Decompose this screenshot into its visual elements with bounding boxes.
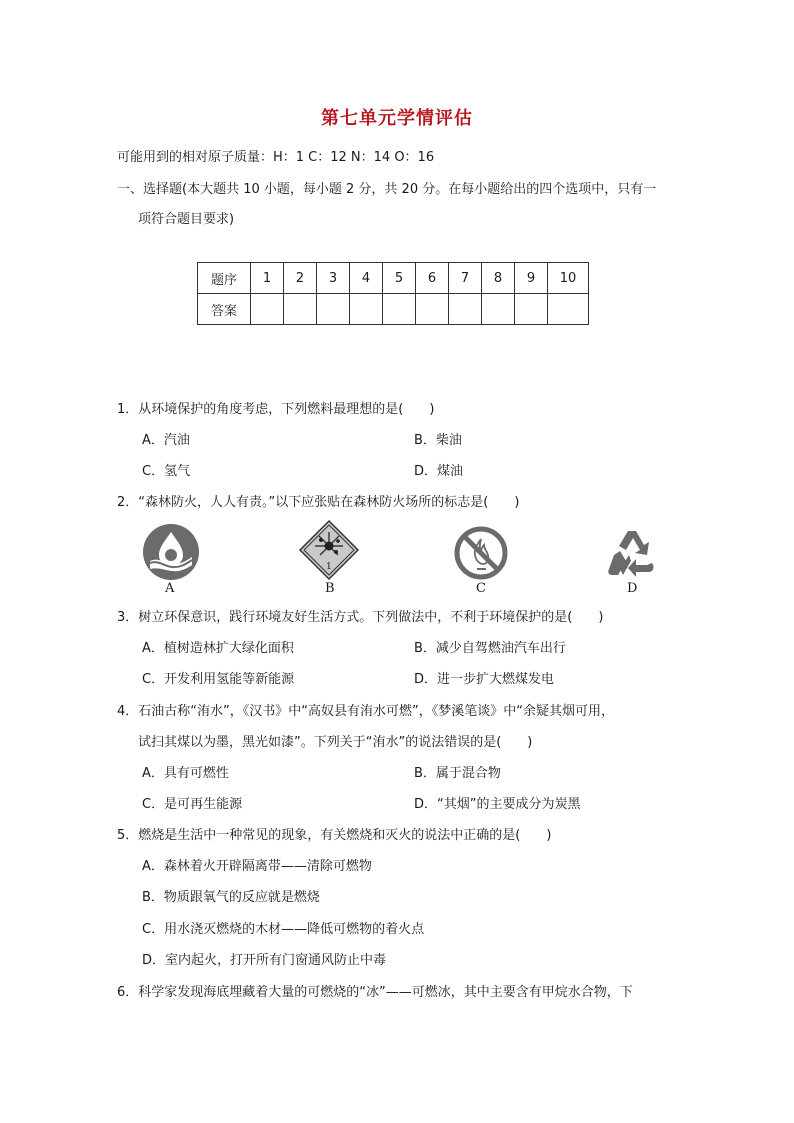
q4-stem-line1: 4．石油古称“洧水”，《汉书》中“高奴县有洧水可燃”，《梦溪笔谈》中“余疑其烟可用， bbox=[117, 704, 614, 719]
answer-cell[interactable] bbox=[449, 294, 482, 325]
q3-option-c: C．开发利用氢能等新能源 bbox=[142, 672, 295, 687]
table-number-cell: 5 bbox=[383, 263, 416, 294]
answer-cell[interactable] bbox=[383, 294, 416, 325]
table-number-cell: 10 bbox=[548, 263, 589, 294]
q3-option-b: B．减少自驾燃油汽车出行 bbox=[414, 641, 566, 656]
q5-option-b: B．物质跟氧气的反应就是燃烧 bbox=[142, 890, 320, 905]
q5-option-a: A．森林着火开辟隔离带——清除可燃物 bbox=[142, 859, 372, 874]
sign-label-b: B bbox=[325, 581, 335, 596]
page-title: 第七单元学情评估 bbox=[321, 108, 473, 129]
table-number-cell: 4 bbox=[350, 263, 383, 294]
q1-option-a: A．汽油 bbox=[142, 433, 190, 448]
answer-cell[interactable] bbox=[284, 294, 317, 325]
hazard-class-number: 1 bbox=[326, 562, 332, 572]
sign-label-d: D bbox=[627, 581, 638, 596]
atomic-mass-note: 可能用到的相对原子质量：H：1 C：12 N：14 O：16 bbox=[117, 150, 435, 165]
q1-option-c: C．氢气 bbox=[142, 464, 191, 479]
table-number-cell: 8 bbox=[482, 263, 515, 294]
answer-cell[interactable] bbox=[482, 294, 515, 325]
answer-cell[interactable] bbox=[515, 294, 548, 325]
answer-table bbox=[197, 262, 589, 325]
q3-stem: 3．树立环保意识，践行环境友好生活方式。下列做法中，不利于环境保护的是( ) bbox=[117, 610, 604, 625]
answer-cell[interactable] bbox=[416, 294, 449, 325]
table-number-cell: 7 bbox=[449, 263, 482, 294]
table-number-cell: 3 bbox=[317, 263, 350, 294]
no-open-flame-sign-icon bbox=[453, 525, 509, 581]
q3-option-d: D．进一步扩大燃煤发电 bbox=[414, 672, 555, 687]
q3-option-a: A．植树造林扩大绿化面积 bbox=[142, 641, 294, 656]
table-number-cell: 6 bbox=[416, 263, 449, 294]
q5-stem: 5．燃烧是生活中一种常见的现象，有关燃烧和灭火的说法中正确的是( ) bbox=[117, 828, 552, 843]
sign-label-a: A bbox=[165, 581, 175, 596]
q1-stem: 1．从环境保护的角度考虑，下列燃料最理想的是( ) bbox=[117, 402, 435, 417]
answer-cell[interactable] bbox=[251, 294, 284, 325]
q1-option-b: B．柴油 bbox=[414, 433, 462, 448]
q4-option-d: D．“其烟”的主要成分为炭黑 bbox=[414, 797, 581, 812]
q4-option-b: B．属于混合物 bbox=[414, 766, 501, 781]
q4-option-a: A．具有可燃性 bbox=[142, 766, 229, 781]
table-label-number: 题序 bbox=[198, 263, 251, 294]
table-label-answer: 答案 bbox=[198, 294, 251, 325]
table-number-cell: 9 bbox=[515, 263, 548, 294]
q4-stem-line2: 试扫其煤以为墨，黑光如漆”。下列关于“洧水”的说法错误的是( ) bbox=[138, 735, 533, 750]
q4-option-c: C．是可再生能源 bbox=[142, 797, 243, 812]
table-number-cell: 2 bbox=[284, 263, 317, 294]
section-instructions-line2: 项符合题目要求) bbox=[138, 212, 235, 227]
sign-label-c: C bbox=[476, 581, 486, 596]
answer-cell[interactable] bbox=[317, 294, 350, 325]
q6-stem: 6．科学家发现海底埋藏着大量的可燃烧的“冰”——可燃冰，其中主要含有甲烷水合物，下 bbox=[117, 985, 633, 1000]
q2-stem: 2．“森林防火，人人有责。”以下应张贴在森林防火场所的标志是( ) bbox=[117, 495, 520, 510]
recycle-sign-icon bbox=[606, 527, 658, 579]
q5-option-d: D．室内起火，打开所有门窗通风防止中毒 bbox=[142, 953, 387, 968]
answer-table-answer-row bbox=[198, 294, 589, 325]
answer-cell[interactable] bbox=[548, 294, 589, 325]
answer-cell[interactable] bbox=[350, 294, 383, 325]
q1-option-d: D．煤油 bbox=[414, 464, 464, 479]
answer-table-header-row bbox=[198, 263, 589, 294]
table-number-cell: 1 bbox=[251, 263, 284, 294]
water-save-sign-icon bbox=[142, 523, 200, 581]
q5-option-c: C．用水浇灭燃烧的木材——降低可燃物的着火点 bbox=[142, 922, 425, 937]
section-instructions-line1: 一、选择题(本大题共 10 小题，每小题 2 分，共 20 分。在每小题给出的四个选项中，只有一 bbox=[117, 182, 657, 197]
